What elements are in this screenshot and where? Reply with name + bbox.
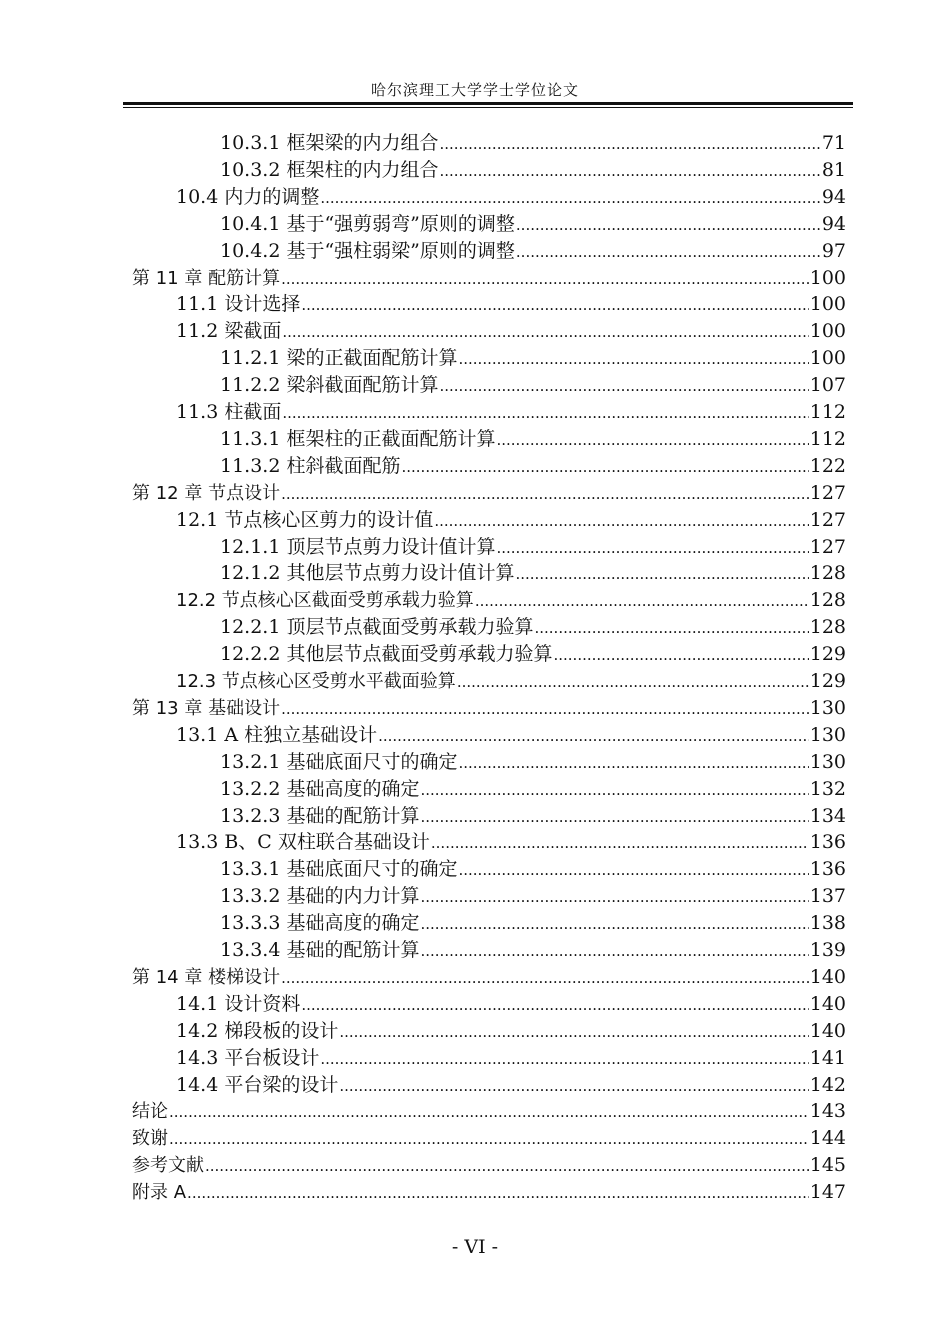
toc-entry-label: 13.3.4 基础的配筋计算 [220, 939, 420, 961]
toc-entry-label: 11.2 梁截面 [176, 320, 282, 343]
toc-entry[interactable] [176, 991, 846, 1018]
toc-entry-label: 13.2.3 基础的配筋计算 [220, 804, 420, 827]
toc-entry[interactable] [220, 883, 846, 910]
toc-dot-leader [439, 373, 808, 400]
toc-entry[interactable] [220, 157, 846, 184]
toc-entry[interactable] [176, 399, 846, 426]
toc-entry-label: 10.3.1 框架梁的内力组合 [220, 132, 439, 154]
toc-dot-leader [282, 319, 808, 346]
toc-dot-leader [281, 965, 809, 992]
toc-entry-page: 128 [809, 616, 846, 639]
toc-entry[interactable] [132, 1152, 846, 1179]
toc-entry-page: 94 [821, 185, 846, 208]
toc-entry-page: 100 [809, 266, 846, 289]
toc-entry-label: 12.2.1 顶层节点截面受剪承载力验算 [220, 616, 534, 639]
toc-entry-page: 100 [809, 320, 846, 343]
toc-entry-page: 122 [809, 454, 846, 477]
toc-entry-label: 11.3.1 框架柱的正截面配筋计算 [220, 427, 496, 450]
toc-entry[interactable] [220, 937, 846, 964]
toc-entry-label: 13.2.2 基础高度的确定 [220, 777, 420, 800]
toc-dot-leader [205, 1153, 809, 1180]
toc-entry-label: 11.3 柱截面 [176, 401, 282, 423]
toc-dot-leader [401, 454, 808, 481]
toc-entry[interactable] [176, 1018, 846, 1045]
toc-entry-label: 13.2.1 基础底面尺寸的确定 [220, 750, 458, 773]
toc-dot-leader [420, 804, 808, 831]
toc-entry-label: 12.2.2 其他层节点截面受剪承载力验算 [220, 643, 553, 666]
toc-dot-leader [187, 1180, 809, 1207]
toc-dot-leader [516, 212, 821, 239]
toc-entry[interactable] [220, 614, 846, 641]
toc-entry-label: 第 12 章 节点设计 [132, 482, 281, 504]
toc-entry[interactable] [220, 453, 846, 480]
toc-entry-page: 140 [809, 965, 846, 988]
toc-entry-page: 136 [809, 858, 846, 881]
toc-entry-label: 第 14 章 楼梯设计 [132, 966, 281, 988]
toc-dot-leader [439, 131, 820, 158]
toc-dot-leader [420, 911, 808, 938]
toc-entry[interactable] [220, 776, 846, 803]
toc-entry[interactable] [176, 291, 846, 318]
toc-entry-label: 12.1.2 其他层节点剪力设计值计算 [220, 562, 515, 585]
toc-entry[interactable] [176, 318, 846, 345]
toc-entry-label: 13.3.1 基础底面尺寸的确定 [220, 858, 458, 881]
toc-entry-label: 10.4 内力的调整 [176, 185, 320, 208]
toc-entry-label: 14.3 平台板设计 [176, 1046, 320, 1069]
toc-entry[interactable] [176, 829, 846, 856]
toc-entry-page: 134 [809, 804, 846, 827]
header-rule-thick [123, 102, 853, 105]
toc-dot-leader [458, 750, 808, 777]
toc-entry-page: 127 [809, 481, 846, 504]
toc-entry-page: 128 [809, 562, 846, 585]
toc-entry-label: 10.4.1 基于“强剪弱弯”原则的调整 [220, 212, 515, 235]
running-header: 哈尔滨理工大学学士学位论文 [370, 81, 579, 99]
toc-entry-page: 145 [809, 1154, 846, 1177]
toc-entry-label: 12.2 节点核心区截面受剪承载力验算 [176, 590, 474, 612]
toc-entry-page: 129 [809, 643, 846, 666]
toc-dot-leader [282, 400, 808, 427]
toc-entry[interactable] [176, 1045, 846, 1072]
toc-entry[interactable] [132, 964, 846, 991]
toc-entry-page: 130 [809, 696, 846, 719]
toc-entry[interactable] [132, 1098, 846, 1125]
toc-dot-leader [457, 669, 809, 696]
toc-entry-page: 127 [809, 508, 846, 531]
toc-dot-leader [320, 1046, 808, 1073]
toc-entry[interactable] [220, 238, 846, 265]
toc-dot-leader [169, 1126, 809, 1153]
toc-dot-leader [301, 992, 808, 1019]
toc-entry-label: 14.1 设计资料 [176, 992, 301, 1015]
toc-dot-leader [378, 723, 809, 750]
toc-dot-leader [281, 266, 809, 293]
toc-entry-page: 132 [809, 777, 846, 800]
toc-entry-page: 127 [809, 535, 846, 558]
toc-dot-leader [475, 588, 809, 615]
toc-entry[interactable] [220, 856, 846, 883]
toc-entry-page: 71 [821, 132, 846, 154]
toc-entry-page: 139 [809, 939, 846, 961]
toc-entry[interactable] [220, 534, 846, 561]
toc-dot-leader [420, 938, 808, 965]
toc-dot-leader [439, 158, 820, 185]
toc-entry-page: 129 [809, 670, 846, 692]
toc-entry[interactable] [132, 1125, 846, 1152]
toc-dot-leader [339, 1019, 808, 1046]
toc-entry-page: 137 [809, 885, 846, 908]
toc-entry-page: 81 [821, 158, 846, 181]
toc-entry-label: 附录 A [132, 1182, 187, 1204]
toc-entry-label: 13.1 A 柱独立基础设计 [176, 723, 378, 746]
toc-entry-page: 144 [809, 1127, 846, 1150]
toc-dot-leader [301, 292, 808, 319]
toc-dot-leader [420, 777, 808, 804]
toc-entry-label: 10.3.2 框架柱的内力组合 [220, 158, 439, 181]
toc-entry[interactable] [176, 587, 846, 614]
toc-dot-leader [320, 185, 820, 212]
toc-entry-label: 13.3.3 基础高度的确定 [220, 912, 420, 935]
toc-entry-label: 12.1 节点核心区剪力的设计值 [176, 508, 434, 531]
toc-dot-leader [420, 884, 808, 911]
toc-entry-label: 13.3 B、C 双柱联合基础设计 [176, 831, 430, 854]
toc-dot-leader [553, 642, 808, 669]
toc-entry-page: 130 [809, 750, 846, 773]
toc-dot-leader [431, 830, 809, 857]
toc-entry-label: 13.3.2 基础的内力计算 [220, 885, 420, 908]
page-number: - VI - [451, 1236, 499, 1258]
toc-entry-label: 参考文献 [132, 1155, 204, 1177]
toc-dot-leader [458, 857, 808, 884]
toc-dot-leader [169, 1099, 809, 1126]
toc-dot-leader [534, 615, 808, 642]
toc-entry[interactable] [220, 130, 846, 157]
toc-entry[interactable] [176, 668, 846, 695]
toc-entry[interactable] [176, 722, 846, 749]
toc-dot-leader [516, 239, 821, 266]
toc-entry-page: 136 [809, 831, 846, 854]
toc-entry-label: 12.1.1 顶层节点剪力设计值计算 [220, 535, 496, 558]
toc-entry[interactable] [176, 184, 846, 211]
toc-entry-label: 11.1 设计选择 [176, 293, 301, 316]
toc-entry-page: 128 [809, 589, 846, 612]
toc-entry-page: 140 [809, 1019, 846, 1042]
toc-dot-leader [496, 535, 808, 562]
header-rule-thin [123, 107, 853, 108]
toc-dot-leader [281, 481, 809, 508]
toc-entry[interactable] [220, 560, 846, 587]
toc-entry-label: 10.4.2 基于“强柱弱梁”原则的调整 [220, 239, 515, 262]
toc-entry-page: 143 [809, 1100, 846, 1123]
toc-entry[interactable] [220, 426, 846, 453]
toc-entry-page: 141 [809, 1046, 846, 1069]
toc-entry-page: 140 [809, 992, 846, 1015]
toc-entry-page: 100 [809, 293, 846, 316]
toc-entry-page: 130 [809, 723, 846, 746]
toc-entry-label: 14.2 梯段板的设计 [176, 1019, 339, 1042]
toc-entry-label: 14.4 平台梁的设计 [176, 1073, 339, 1096]
toc-entry-label: 12.3 节点核心区受剪水平截面验算 [176, 671, 456, 692]
toc-dot-leader [515, 561, 808, 588]
toc-dot-leader [281, 696, 809, 723]
toc-entry-page: 112 [809, 427, 846, 450]
toc-entry-page: 100 [809, 347, 846, 370]
toc-entry-label: 第 11 章 配筋计算 [132, 267, 281, 289]
toc-entry-label: 11.3.2 柱斜截面配筋 [220, 454, 401, 477]
toc-dot-leader [339, 1073, 808, 1100]
toc-entry[interactable] [176, 507, 846, 534]
toc-dot-leader [458, 346, 808, 373]
toc-entry-label: 11.2.2 梁斜截面配筋计算 [220, 374, 439, 397]
toc-entry-page: 112 [809, 401, 846, 423]
toc-entry[interactable] [220, 641, 846, 668]
toc-entry-label: 结论 [132, 1101, 168, 1123]
toc-entry[interactable] [176, 1072, 846, 1099]
toc-entry[interactable] [132, 1179, 846, 1206]
toc-entry-label: 致谢 [132, 1128, 168, 1150]
toc-entry[interactable] [220, 345, 846, 372]
toc-entry-label: 11.2.1 梁的正截面配筋计算 [220, 347, 458, 370]
toc-entry-page: 142 [809, 1073, 846, 1096]
toc-entry-page: 97 [821, 239, 846, 262]
toc-entry-page: 94 [821, 212, 846, 235]
toc-entry-page: 147 [809, 1181, 846, 1204]
toc-entry-page: 138 [809, 912, 846, 935]
toc-entry-page: 107 [809, 374, 846, 397]
toc-entry[interactable] [132, 695, 846, 722]
toc-entry[interactable] [220, 910, 846, 937]
toc-dot-leader [496, 427, 808, 454]
toc-entry-label: 第 13 章 基础设计 [132, 697, 281, 719]
toc-entry[interactable] [220, 211, 846, 238]
toc-dot-leader [434, 508, 808, 535]
toc-entry[interactable] [220, 803, 846, 830]
toc-entry[interactable] [132, 480, 846, 507]
toc-entry[interactable] [220, 749, 846, 776]
toc-entry[interactable] [220, 372, 846, 399]
toc-entry[interactable] [132, 265, 846, 292]
